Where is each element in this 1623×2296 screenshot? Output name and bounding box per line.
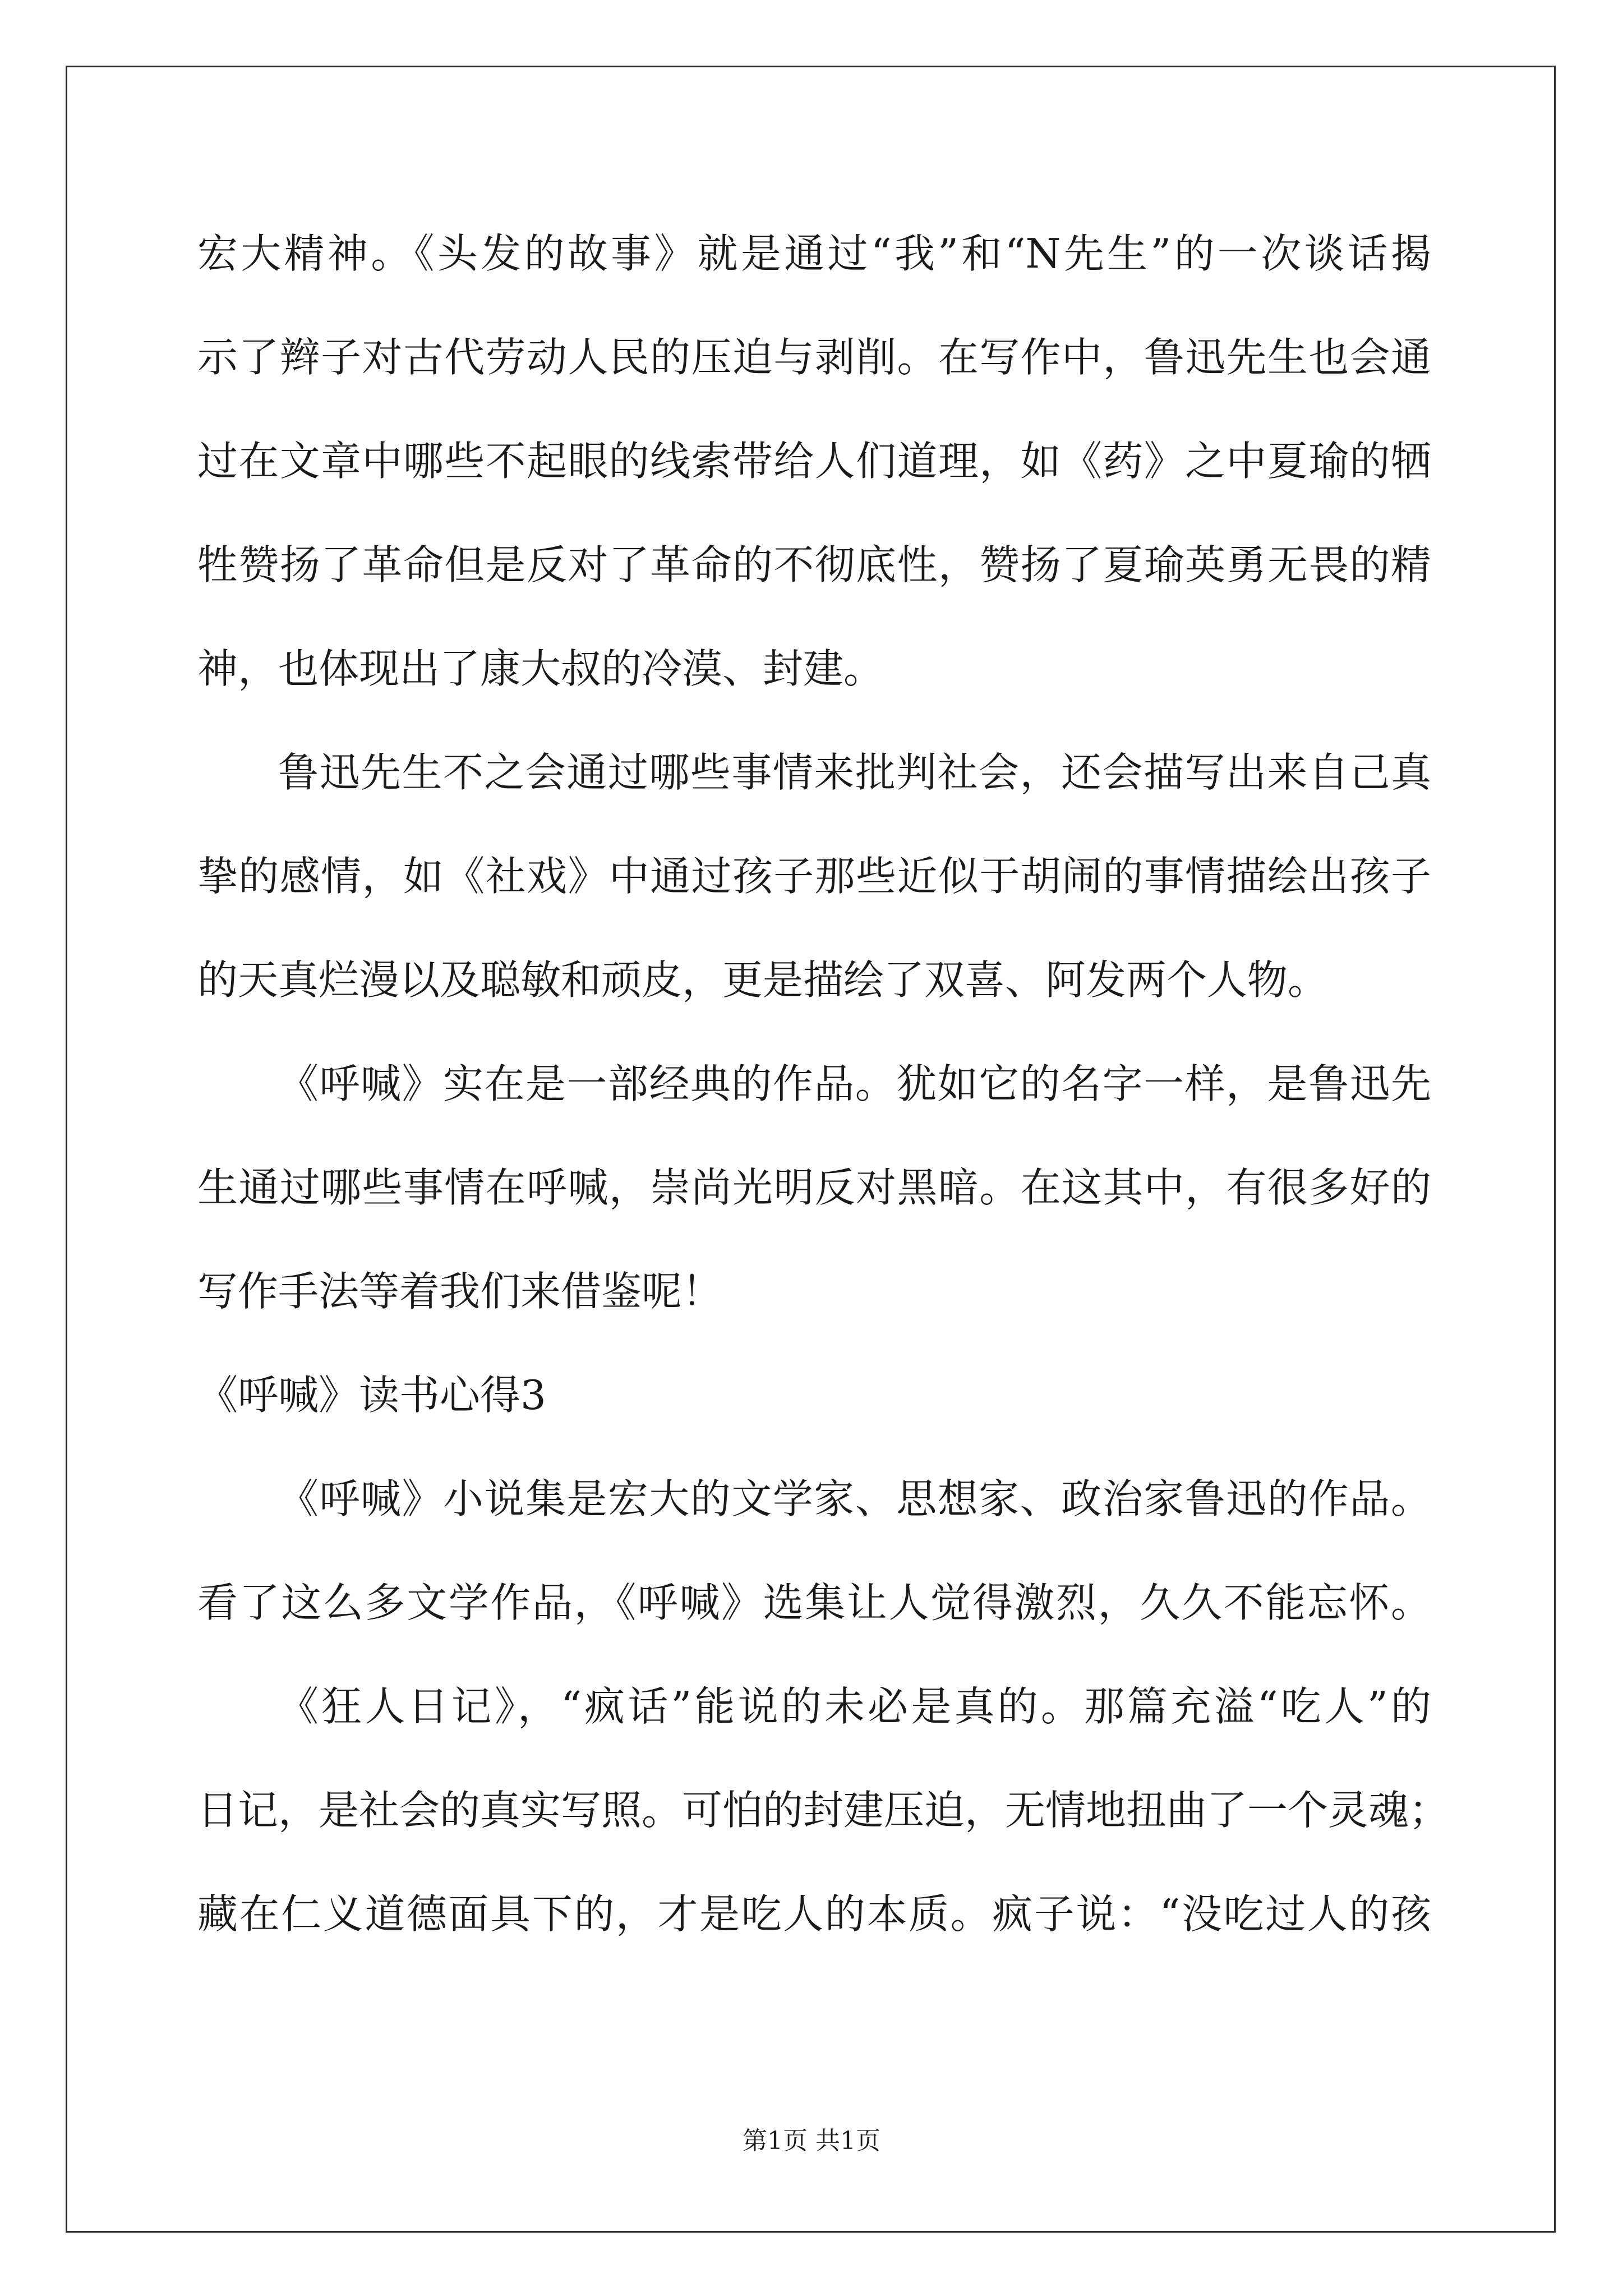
text-line: 《呼喊》实在是一部经典的作品。犹如它的名字一样，是鲁迅先 — [278, 1060, 1431, 1107]
document-body — [197, 202, 1450, 1966]
text-line: 《狂人日记》，“疯话”能说的未必是真的。那篇充溢“吃人”的 — [278, 1683, 1431, 1730]
text-line: 看了这么多文学作品，《呼喊》选集让人觉得激烈，久久不能忘怀。 — [197, 1579, 1431, 1626]
text-line: 鲁迅先生不之会通过哪些事情来批判社会，还会描写出来自己真 — [278, 749, 1431, 796]
text-line: 过在文章中哪些不起眼的线索带给人们道理，如《药》之中夏瑜的牺 — [197, 438, 1431, 485]
para-shexi — [197, 721, 1431, 1032]
text-line: 牲赞扬了革命但是反对了革命的不彻底性，赞扬了夏瑜英勇无畏的精 — [197, 541, 1431, 588]
text-line: 《呼喊》读书心得3 — [197, 1372, 546, 1419]
text-line: 日记，是社会的真实写照。可怕的封建压迫，无情地扭曲了一个灵魂； — [197, 1787, 1450, 1834]
page-footer: 第1页 共1页 — [743, 2127, 880, 2155]
para-diary — [197, 1655, 1450, 1966]
para-classic — [197, 1032, 1431, 1343]
text-line: 写作手法等着我们来借鉴呢！ — [197, 1268, 723, 1315]
text-line: 宏大精神。《头发的故事》就是通过“我”和“N先生”的一次谈话揭 — [197, 230, 1431, 277]
para-intro — [197, 1447, 1431, 1655]
text-line: 的天真烂漫以及聪敏和顽皮，更是描绘了双喜、阿发两个人物。 — [197, 956, 1329, 1004]
text-line: 神，也体现出了康大叔的冷漠、封建。 — [197, 645, 884, 692]
text-line: 《呼喊》小说集是宏大的文学家、思想家、政治家鲁迅的作品。 — [278, 1475, 1431, 1522]
text-line: 生通过哪些事情在呼喊，崇尚光明反对黑暗。在这其中，有很多好的 — [197, 1164, 1431, 1211]
para-continuation — [197, 202, 1431, 721]
section-heading — [197, 1343, 1431, 1447]
text-line: 示了辫子对古代劳动人民的压迫与剥削。在写作中，鲁迅先生也会通 — [197, 334, 1431, 381]
text-line: 藏在仁义道德面具下的，才是吃人的本质。疯子说：“没吃过人的孩 — [197, 1890, 1431, 1938]
text-line: 挚的感情，如《社戏》中通过孩子那些近似于胡闹的事情描绘出孩子 — [197, 853, 1431, 900]
